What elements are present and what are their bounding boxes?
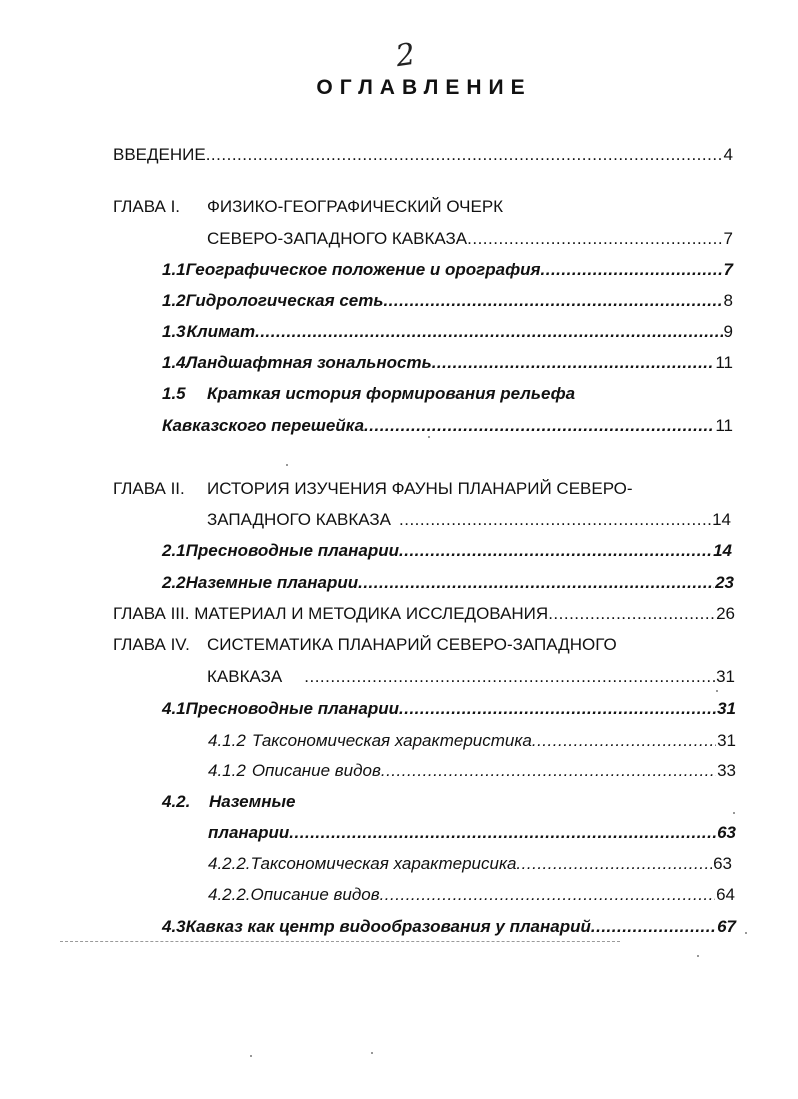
subsection-label: Таксономическая характерисика bbox=[250, 854, 517, 873]
toc-subsection-4-2-2-species[interactable] bbox=[208, 884, 735, 906]
toc-page-number: 33 bbox=[717, 761, 736, 780]
leader-dots bbox=[432, 352, 715, 374]
section-label: Пресноводные планарии bbox=[185, 541, 400, 560]
toc-section-2-1[interactable] bbox=[162, 540, 732, 562]
toc-entry-label: ВВЕДЕНИЕ bbox=[113, 145, 206, 164]
section-number: 1.5 bbox=[162, 384, 186, 403]
section-number: 4.2. bbox=[162, 792, 191, 811]
leader-dots bbox=[548, 603, 715, 625]
leader-dots bbox=[532, 730, 716, 752]
toc-page-number: 7 bbox=[723, 260, 733, 279]
subsection-number: 4.2.2. bbox=[208, 885, 251, 904]
leader-dots bbox=[304, 666, 715, 688]
leader-dots bbox=[399, 509, 711, 531]
subsection-label: Описание видов bbox=[251, 761, 381, 780]
toc-page-number: 9 bbox=[723, 322, 733, 341]
subsection-label: Описание видов bbox=[250, 885, 380, 904]
leader-dots bbox=[399, 540, 712, 562]
toc-page-number: 14 bbox=[712, 510, 731, 529]
section-number: 2.2 bbox=[162, 573, 186, 592]
section-label: Пресноводные планарии bbox=[185, 699, 400, 718]
toc-section-1-1[interactable] bbox=[162, 259, 733, 281]
toc-page-number: 26 bbox=[716, 604, 735, 623]
toc-page-number: 23 bbox=[715, 573, 734, 592]
leader-dots bbox=[380, 884, 716, 906]
leader-dots bbox=[399, 698, 716, 720]
section-label: Наземные bbox=[209, 792, 296, 811]
toc-section-4-1[interactable] bbox=[162, 698, 736, 720]
toc-subsection-4-2-2-taxonomy[interactable] bbox=[208, 853, 732, 875]
page-title: ОГЛАВЛЕНИЕ bbox=[316, 76, 532, 99]
toc-section-4-2-heading[interactable] bbox=[162, 791, 295, 813]
toc-page-number: 31 bbox=[716, 667, 735, 686]
section-label-continued: планарии bbox=[208, 823, 290, 842]
leader-dots bbox=[364, 415, 714, 437]
toc-page-number: 14 bbox=[713, 541, 732, 560]
section-label: Климат bbox=[186, 322, 256, 341]
toc-chapter-2-heading[interactable] bbox=[113, 478, 633, 500]
toc-subsection-4-1-2-taxonomy[interactable] bbox=[208, 730, 736, 752]
toc-page-number: 11 bbox=[715, 353, 733, 372]
scan-speck bbox=[745, 932, 747, 934]
toc-subsection-4-1-2-species[interactable] bbox=[208, 760, 736, 782]
subsection-number: 4.1.2 bbox=[208, 731, 246, 750]
toc-section-2-2[interactable] bbox=[162, 572, 734, 594]
toc-page-number: 64 bbox=[716, 885, 735, 904]
leader-dots bbox=[383, 290, 722, 312]
chapter-title: ФИЗИКО-ГЕОГРАФИЧЕСКИЙ ОЧЕРК bbox=[207, 197, 504, 216]
chapter-title-continued: ЗАПАДНОГО КАВКАЗА bbox=[207, 510, 391, 529]
leader-dots bbox=[289, 822, 716, 844]
toc-page-number: 4 bbox=[723, 145, 733, 164]
leader-dots bbox=[381, 760, 716, 782]
subsection-number: 4.2.2. bbox=[208, 854, 251, 873]
toc-page-number: 7 bbox=[723, 229, 733, 248]
section-number: 1.3 bbox=[162, 322, 186, 341]
scan-artifact-line bbox=[60, 941, 620, 942]
section-label: Краткая история формирования рельефа bbox=[207, 384, 576, 403]
leader-dots bbox=[206, 144, 723, 166]
toc-chapter-4[interactable] bbox=[207, 666, 735, 688]
chapter-title: СИСТЕМАТИКА ПЛАНАРИЙ СЕВЕРО-ЗАПАДНОГО bbox=[207, 635, 617, 654]
scan-speck bbox=[697, 955, 699, 957]
scan-speck bbox=[286, 464, 288, 466]
chapter-prefix: ГЛАВА II. bbox=[113, 479, 185, 498]
toc-chapter-4-heading[interactable] bbox=[113, 634, 617, 656]
toc-chapter-3[interactable] bbox=[113, 603, 735, 625]
subsection-label: Таксономическая характеристика bbox=[251, 731, 532, 750]
toc-section-4-3[interactable] bbox=[162, 916, 736, 938]
subsection-number: 4.1.2 bbox=[208, 761, 246, 780]
scan-speck bbox=[733, 812, 735, 814]
section-number: 4.1 bbox=[162, 699, 186, 718]
toc-section-1-4[interactable] bbox=[162, 352, 733, 374]
toc-chapter-2[interactable] bbox=[207, 509, 731, 531]
section-label: Гидрологическая сеть bbox=[185, 291, 384, 310]
leader-dots bbox=[358, 572, 714, 594]
toc-page-number: 63 bbox=[713, 854, 732, 873]
leader-dots bbox=[516, 853, 712, 875]
scan-speck bbox=[716, 690, 718, 692]
toc-section-1-3[interactable] bbox=[162, 321, 733, 343]
section-label: Наземные планарии bbox=[185, 573, 359, 592]
scan-speck bbox=[250, 1055, 252, 1057]
toc-section-1-2[interactable] bbox=[162, 290, 733, 312]
chapter-title-continued: СЕВЕРО-ЗАПАДНОГО КАВКАЗА bbox=[207, 229, 468, 248]
toc-section-1-5-heading[interactable] bbox=[162, 383, 575, 405]
section-number: 2.1 bbox=[162, 541, 186, 560]
leader-dots bbox=[255, 321, 722, 343]
toc-chapter-1[interactable] bbox=[207, 228, 733, 250]
chapter-title: ГЛАВА III. МАТЕРИАЛ И МЕТОДИКА ИССЛЕДОВАНИЯ bbox=[113, 604, 549, 623]
toc-section-1-5[interactable] bbox=[162, 415, 733, 437]
chapter-prefix: ГЛАВА I. bbox=[113, 197, 181, 216]
leader-dots bbox=[591, 916, 716, 938]
scan-speck bbox=[428, 436, 430, 438]
toc-page-number: 63 bbox=[717, 823, 736, 842]
section-label-continued: Кавказского перешейка bbox=[162, 416, 365, 435]
toc-section-4-2[interactable] bbox=[208, 822, 736, 844]
section-number: 4.3 bbox=[162, 917, 186, 936]
chapter-title: ИСТОРИЯ ИЗУЧЕНИЯ ФАУНЫ ПЛАНАРИЙ СЕВЕРО- bbox=[207, 479, 633, 498]
leader-dots bbox=[541, 259, 723, 281]
toc-page-number: 8 bbox=[723, 291, 733, 310]
toc-page-number: 11 bbox=[715, 416, 733, 435]
section-label: Кавказ как центр видообразования у планарий bbox=[185, 917, 591, 936]
toc-page-number: 31 bbox=[717, 731, 736, 750]
section-label: Географическое положение и орография bbox=[185, 260, 541, 279]
section-number: 1.4 bbox=[162, 353, 186, 372]
chapter-prefix: ГЛАВА IV. bbox=[113, 635, 190, 654]
toc-page-number: 31 bbox=[717, 699, 736, 718]
toc-entry-intro[interactable] bbox=[113, 144, 733, 166]
section-label: Ландшафтная зональность bbox=[185, 353, 432, 372]
chapter-title-continued: КАВКАЗА bbox=[207, 667, 283, 686]
handwritten-page-number: 2 bbox=[393, 36, 418, 75]
section-number: 1.2 bbox=[162, 291, 186, 310]
section-number: 1.1 bbox=[162, 260, 186, 279]
scan-speck bbox=[371, 1052, 373, 1054]
leader-dots bbox=[467, 228, 722, 250]
toc-chapter-1-heading[interactable] bbox=[113, 196, 503, 218]
toc-page-number: 67 bbox=[717, 917, 736, 936]
